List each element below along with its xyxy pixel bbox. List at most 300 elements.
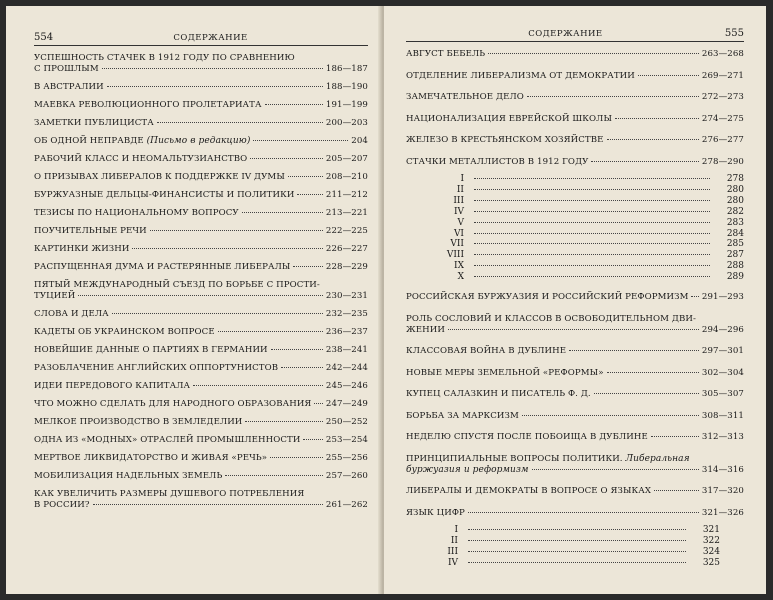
toc-entry-pages: 278—290 xyxy=(701,156,744,167)
subsection-row xyxy=(406,185,744,196)
toc-entry-title xyxy=(34,262,290,273)
toc-entry-row xyxy=(406,389,744,400)
toc-entry-row xyxy=(34,500,368,511)
toc-entry-pages: 211—212 xyxy=(325,190,368,200)
subsection-number: VII xyxy=(450,239,464,250)
subsection-row xyxy=(406,558,744,569)
toc-entry-row xyxy=(406,368,744,379)
toc-entry-row xyxy=(34,190,368,201)
toc-entry-pages: 213—221 xyxy=(325,208,368,218)
subsection-row xyxy=(406,536,744,547)
subsection-row xyxy=(406,261,744,272)
toc-entry-row xyxy=(406,508,744,519)
dot-leader xyxy=(607,139,699,140)
dot-leader xyxy=(468,529,686,530)
toc-entry-title xyxy=(406,508,465,519)
toc-entry-title-text: ОТДЕЛЕНИЕ ЛИБЕРАЛИЗМА ОТ ДЕМОКРАТИИ xyxy=(406,70,635,81)
subsection-number: X xyxy=(457,272,464,283)
toc-entry xyxy=(34,309,368,320)
toc-entry-title xyxy=(34,417,242,428)
toc-entry-title xyxy=(34,309,109,320)
toc-entry-title-part: КАК УВЕЛИЧИТЬ РАЗМЕРЫ ДУШЕВОГО ПОТРЕБЛЕНИЯ xyxy=(34,489,305,499)
toc-entry-pages: 232—235 xyxy=(325,309,368,319)
toc-entry-title xyxy=(406,389,591,400)
toc-entry-pages: 269—271 xyxy=(701,70,744,81)
toc-entry-title-text: МЕЛКОЕ ПРОИЗВОДСТВО В ЗЕМЛЕДЕЛИИ xyxy=(34,417,243,427)
page-number: 555 xyxy=(724,28,744,39)
toc-entry-row xyxy=(406,135,744,146)
toc-entry-title-text: РАЗОБЛАЧЕНИЕ АНГЛИЙСКИХ ОППОРТУНИСТОВ xyxy=(34,363,279,373)
subsection-number: IV xyxy=(447,557,458,568)
number-sections xyxy=(406,525,744,569)
toc-entry-title xyxy=(406,368,604,379)
toc-entry-pages: 253—254 xyxy=(325,435,368,445)
subsection-page: 325 xyxy=(702,557,720,568)
subsection-row xyxy=(406,174,744,185)
toc-entry-row xyxy=(34,417,368,428)
dot-leader xyxy=(193,385,323,386)
dot-leader xyxy=(474,211,710,212)
toc-entry-row xyxy=(34,435,368,446)
toc-entry-title-text: КАРТИНКИ ЖИЗНИ xyxy=(34,244,130,254)
subsection-page: 285 xyxy=(726,239,744,250)
subsection-page: 280 xyxy=(726,195,744,206)
toc-entry-title-text: РАСПУЩЕННАЯ ДУМА И РАСТЕРЯННЫЕ ЛИБЕРАЛЫ xyxy=(34,262,291,272)
dot-leader xyxy=(468,512,699,513)
subsection-row xyxy=(406,218,744,229)
toc-entry-row xyxy=(406,71,744,82)
toc-entry-pages: 263—268 xyxy=(701,49,744,59)
toc-entry xyxy=(34,381,368,392)
dot-leader xyxy=(288,176,323,177)
dot-leader xyxy=(102,68,323,69)
dot-leader xyxy=(245,421,322,422)
dot-leader xyxy=(607,372,699,373)
toc-entry xyxy=(34,208,368,219)
toc-entry-title xyxy=(406,346,566,357)
dot-leader xyxy=(615,118,699,119)
toc-entry-title xyxy=(34,226,147,237)
toc-entry-title xyxy=(406,465,529,476)
toc-entry xyxy=(34,363,368,374)
toc-entry-pages: 255—256 xyxy=(325,453,368,463)
toc-entry-row xyxy=(406,49,744,60)
dot-leader xyxy=(488,53,699,54)
toc-entry xyxy=(34,154,368,165)
toc-entry-row xyxy=(34,226,368,237)
dot-leader xyxy=(594,393,699,394)
subsection-page: 321 xyxy=(702,525,720,536)
toc-entry xyxy=(406,346,744,357)
toc-entry-pages: 236—237 xyxy=(325,327,368,337)
subsection-page: 324 xyxy=(702,546,720,557)
toc-entry-row xyxy=(34,345,368,356)
toc-entry-pages: 314—316 xyxy=(701,464,744,475)
dot-leader xyxy=(132,248,322,249)
toc-entry-pages: 200—203 xyxy=(325,118,368,128)
toc-entry-pages: 222—225 xyxy=(325,226,368,236)
subsection-row xyxy=(406,525,744,536)
toc-entry-title xyxy=(34,381,190,392)
subsection-number: II xyxy=(450,535,458,546)
toc-entry xyxy=(34,399,368,410)
toc-entry-title xyxy=(406,325,445,336)
dot-leader xyxy=(150,230,323,231)
toc-entry-pages: 321—326 xyxy=(701,507,744,518)
right-page-header xyxy=(406,28,744,42)
toc-entry xyxy=(406,49,744,60)
toc-entry-title-text: БУРЖУАЗНЫЕ ДЕЛЬЦЫ-ФИНАНСИСТЫ И ПОЛИТИКИ xyxy=(34,190,295,200)
toc-entry-title xyxy=(406,157,588,168)
dot-leader xyxy=(107,86,323,87)
toc-entry-pages: 188—190 xyxy=(325,82,368,92)
toc-entry-title-text: ОБ ОДНОЙ НЕПРАВДЕ xyxy=(34,136,144,146)
toc-entry-row xyxy=(34,154,368,165)
toc-entry-pages: 272—273 xyxy=(701,92,744,102)
dot-leader xyxy=(270,457,323,458)
subsection-page: 280 xyxy=(726,184,744,195)
toc-entry-row xyxy=(34,208,368,219)
dot-leader xyxy=(271,349,323,350)
toc-entry-pages: 317—320 xyxy=(701,486,744,497)
toc-entry-title-text: СЛОВА И ДЕЛА xyxy=(34,309,109,319)
subsection-row xyxy=(406,229,744,240)
dot-leader xyxy=(448,329,699,330)
dot-leader xyxy=(591,161,698,162)
toc-entry-title xyxy=(34,82,104,93)
toc-entry-pages: 257—260 xyxy=(325,471,368,481)
dot-leader xyxy=(474,178,710,179)
toc-entry-pages: 250—252 xyxy=(325,417,368,427)
toc-entry-pages: 312—313 xyxy=(701,432,744,443)
toc-entry-row xyxy=(34,262,368,273)
toc-entry-title-text: ЖЕЛЕЗО В КРЕСТЬЯНСКОМ ХОЗЯЙСТВЕ xyxy=(406,135,604,145)
toc-entry-row xyxy=(406,432,744,443)
toc-entry xyxy=(34,118,368,129)
subsection-number: IV xyxy=(453,206,464,217)
toc-entry-title xyxy=(34,118,154,129)
toc-entry-title-text: НЕДЕЛЮ СПУСТЯ ПОСЛЕ ПОБОИЩА В ДУБЛИНЕ xyxy=(406,432,648,443)
toc-entry-title-text: ЗАМЕТКИ ПУБЛИЦИСТА xyxy=(34,118,154,128)
toc-entry-title-text: В АВСТРАЛИИ xyxy=(34,82,104,92)
toc-entry-title-text: СТАЧКИ МЕТАЛЛИСТОВ В 1912 ГОДУ xyxy=(406,156,589,167)
dot-leader xyxy=(468,551,686,552)
right-toc-list-2 xyxy=(406,292,744,519)
toc-entry xyxy=(406,292,744,303)
toc-entry xyxy=(406,157,744,168)
toc-entry-title xyxy=(34,190,294,201)
toc-entry-title-text: МЕРТВОЕ ЛИКВИДАТОРСТВО И ЖИВАЯ «РЕЧЬ» xyxy=(34,453,268,463)
toc-entry-title-line1 xyxy=(34,489,368,500)
dot-leader xyxy=(281,367,323,368)
toc-entry-title xyxy=(34,471,222,482)
toc-entry-title-text: БОРЬБА ЗА МАРКСИЗМ xyxy=(406,410,519,421)
subsection-row xyxy=(406,272,744,283)
toc-entry-row xyxy=(34,244,368,255)
dot-leader xyxy=(474,233,710,234)
toc-entry-title xyxy=(34,327,215,338)
toc-entry xyxy=(34,262,368,273)
toc-entry-row xyxy=(406,486,744,497)
dot-leader xyxy=(474,189,710,190)
subsection-number: I xyxy=(454,525,458,536)
subsection-number: I xyxy=(460,174,464,184)
toc-entry-title-text: С ПРОШЛЫМ xyxy=(34,64,99,74)
toc-entry-title xyxy=(34,154,247,165)
toc-entry xyxy=(406,486,744,497)
toc-entry-pages: 228—229 xyxy=(325,262,368,272)
toc-entry-row xyxy=(34,172,368,183)
toc-entry-title xyxy=(34,291,75,302)
dot-leader xyxy=(654,490,699,491)
toc-entry-row xyxy=(34,64,368,75)
subsection-row xyxy=(406,196,744,207)
toc-entry xyxy=(406,454,744,476)
toc-entry-note: (Письмо в редакцию) xyxy=(146,136,251,146)
toc-entry-pages: 261—262 xyxy=(325,500,368,510)
toc-entry-title-text: КАДЕТЫ ОБ УКРАИНСКОМ ВОПРОСЕ xyxy=(34,327,215,337)
dot-leader xyxy=(303,439,322,440)
toc-entry-pages: 205—207 xyxy=(325,154,368,164)
subsection-page: 288 xyxy=(726,261,744,272)
subsection-page: 284 xyxy=(726,228,744,239)
toc-entry-title xyxy=(34,500,90,511)
toc-entry-title xyxy=(406,135,604,146)
toc-entry xyxy=(34,327,368,338)
dot-leader xyxy=(468,540,686,541)
left-toc-list xyxy=(34,53,368,511)
toc-entry-title-text: ПОУЧИТЕЛЬНЫЕ РЕЧИ xyxy=(34,226,147,236)
toc-entry-title xyxy=(34,453,267,464)
toc-entry-title-text: ОДНА ИЗ «МОДНЫХ» ОТРАСЛЕЙ ПРОМЫШЛЕННОСТИ xyxy=(34,435,301,445)
subsection-page: 282 xyxy=(726,206,744,217)
toc-entry xyxy=(34,136,368,147)
toc-entry-row xyxy=(34,399,368,410)
toc-entry-pages: 245—246 xyxy=(325,381,368,391)
toc-entry-title xyxy=(34,208,239,219)
toc-entry-row xyxy=(406,92,744,103)
toc-entry-title-text: МОБИЛИЗАЦИЯ НАДЕЛЬНЫХ ЗЕМЕЛЬ xyxy=(34,471,223,481)
right-page xyxy=(384,6,766,594)
toc-entry-title xyxy=(406,432,648,443)
toc-entry xyxy=(34,489,368,511)
toc-entry xyxy=(34,82,368,93)
toc-entry xyxy=(34,471,368,482)
toc-entry xyxy=(406,432,744,443)
subsection-page: 278 xyxy=(726,174,744,184)
toc-entry xyxy=(406,389,744,400)
subsection-page: 287 xyxy=(726,250,744,261)
dot-leader xyxy=(651,436,699,437)
toc-entry-title xyxy=(34,399,311,410)
toc-entry-title-text: ТЕЗИСЫ ПО НАЦИОНАЛЬНОМУ ВОПРОСУ xyxy=(34,208,239,218)
toc-entry-pages: 186—187 xyxy=(325,64,368,74)
dot-leader xyxy=(293,266,322,267)
subsection-row xyxy=(406,250,744,261)
dot-leader xyxy=(225,475,323,476)
subsection-number: VI xyxy=(453,228,464,239)
toc-entry xyxy=(406,508,744,519)
toc-entry-title xyxy=(406,92,524,103)
toc-entry-row xyxy=(34,291,368,302)
toc-entry-title-part: УСПЕШНОСТЬ СТАЧЕК В 1912 ГОДУ ПО СРАВНЕНИЮ xyxy=(34,53,295,63)
toc-entry-pages: 230—231 xyxy=(325,291,368,301)
running-header: СОДЕРЖАНИЕ xyxy=(528,29,603,39)
strike-sections xyxy=(406,174,744,283)
dot-leader xyxy=(253,140,348,141)
toc-entry-row xyxy=(34,136,368,147)
toc-entry-title-part: ПРИНЦИПИАЛЬНЫЕ ВОПРОСЫ ПОЛИТИКИ. xyxy=(406,453,623,464)
subsection-row xyxy=(406,547,744,558)
toc-entry-title xyxy=(34,172,285,183)
dot-leader xyxy=(474,200,710,201)
toc-entry-title xyxy=(34,64,99,75)
toc-entry-row xyxy=(406,157,744,168)
dot-leader xyxy=(78,295,323,296)
toc-entry xyxy=(406,114,744,125)
toc-entry-title xyxy=(406,486,651,497)
toc-entry-title-line1 xyxy=(34,280,368,291)
toc-entry-row xyxy=(34,82,368,93)
toc-entry-row xyxy=(34,100,368,111)
toc-entry-pages: 274—275 xyxy=(701,113,744,124)
toc-entry-pages: 204 xyxy=(351,136,368,146)
toc-entry-row xyxy=(406,465,744,476)
toc-entry-pages: 302—304 xyxy=(701,367,744,378)
toc-entry-pages: 242—244 xyxy=(325,363,368,373)
toc-entry-title xyxy=(34,435,300,446)
toc-entry xyxy=(406,71,744,82)
toc-entry xyxy=(34,53,368,75)
dot-leader xyxy=(638,75,699,76)
dot-leader xyxy=(242,212,323,213)
dot-leader xyxy=(569,350,699,351)
toc-entry xyxy=(406,314,744,336)
toc-entry xyxy=(34,172,368,183)
toc-entry-title-text: ИДЕИ ПЕРЕДОВОГО КАПИТАЛА xyxy=(34,381,191,391)
right-toc-list xyxy=(406,49,744,168)
toc-entry-title xyxy=(34,136,250,147)
toc-entry-title-text: ТУЦИЕЙ xyxy=(34,291,76,301)
toc-entry-row xyxy=(34,471,368,482)
toc-entry-row xyxy=(34,118,368,129)
dot-leader xyxy=(250,158,323,159)
toc-entry-note: буржуазия и реформизм xyxy=(406,464,529,475)
toc-entry-row xyxy=(34,327,368,338)
toc-entry-title xyxy=(406,71,635,82)
toc-entry-title-text: В РОССИИ? xyxy=(34,500,90,510)
dot-leader xyxy=(474,276,710,277)
toc-entry-row xyxy=(406,292,744,303)
toc-entry xyxy=(34,244,368,255)
toc-entry-title xyxy=(34,363,278,374)
toc-entry-row xyxy=(34,453,368,464)
toc-entry-title-text: АВГУСТ БЕБЕЛЬ xyxy=(406,49,486,59)
toc-entry-title xyxy=(406,49,485,60)
dot-leader xyxy=(532,469,699,470)
toc-entry-title-text: РОССИЙСКАЯ БУРЖУАЗИЯ И РОССИЙСКИЙ РЕФОРМИЗМ xyxy=(406,292,689,303)
toc-entry xyxy=(34,280,368,302)
subsection-number: II xyxy=(456,184,464,195)
subsection-number: III xyxy=(453,195,464,206)
toc-entry-title xyxy=(34,100,262,111)
toc-entry-title-part: ПЯТЫЙ МЕЖДУНАРОДНЫЙ СЪЕЗД ПО БОРЬБЕ С ПРОСТИ- xyxy=(34,280,320,290)
subsection-number: IX xyxy=(454,261,464,272)
toc-entry-title xyxy=(34,244,129,255)
toc-entry-title-line1 xyxy=(406,314,744,325)
toc-entry-pages: 305—307 xyxy=(701,389,744,400)
toc-entry-title xyxy=(406,411,519,422)
subsection-row xyxy=(406,207,744,218)
dot-leader xyxy=(93,504,323,505)
dot-leader xyxy=(297,194,322,195)
toc-entry-pages: 276—277 xyxy=(701,135,744,145)
dot-leader xyxy=(218,331,323,332)
dot-leader xyxy=(691,296,698,297)
toc-entry-pages: 297—301 xyxy=(701,346,744,357)
toc-entry-title xyxy=(406,292,688,303)
toc-entry-title-text: ЛИБЕРАЛЫ И ДЕМОКРАТЫ В ВОПРОСЕ О ЯЗЫКАХ xyxy=(406,486,652,497)
toc-entry xyxy=(34,453,368,464)
toc-entry-title-text: РАБОЧИЙ КЛАСС И НЕОМАЛЬТУЗИАНСТВО xyxy=(34,154,248,164)
dot-leader xyxy=(474,222,710,223)
toc-entry-title-text: КЛАССОВАЯ ВОЙНА В ДУБЛИНЕ xyxy=(406,346,567,357)
running-header: СОДЕРЖАНИЕ xyxy=(173,33,248,43)
dot-leader xyxy=(157,122,323,123)
toc-entry-title-line1 xyxy=(406,454,744,465)
toc-entry xyxy=(406,368,744,379)
toc-entry-title-text: ЗАМЕЧАТЕЛЬНОЕ ДЕЛО xyxy=(406,92,524,102)
dot-leader xyxy=(474,243,710,244)
toc-entry-title-text: НАЦИОНАЛИЗАЦИЯ ЕВРЕЙСКОЙ ШКОЛЫ xyxy=(406,113,612,124)
toc-entry-note: Либеральная xyxy=(625,453,690,464)
toc-entry xyxy=(34,435,368,446)
toc-entry-row xyxy=(406,325,744,336)
subsection-page: 289 xyxy=(726,272,744,283)
toc-entry-pages: 308—311 xyxy=(701,410,744,421)
toc-entry-row xyxy=(406,346,744,357)
toc-entry xyxy=(34,417,368,428)
dot-leader xyxy=(474,265,710,266)
toc-entry-row xyxy=(34,363,368,374)
toc-entry xyxy=(34,100,368,111)
page-number: 554 xyxy=(34,32,54,43)
toc-entry xyxy=(34,345,368,356)
subsection-page: 283 xyxy=(726,217,744,228)
toc-entry-title-text: МАЕВКА РЕВОЛЮЦИОННОГО ПРОЛЕТАРИАТА xyxy=(34,100,262,110)
toc-entry-row xyxy=(406,114,744,125)
toc-entry-row xyxy=(34,381,368,392)
toc-entry-pages: 191—199 xyxy=(325,100,368,110)
toc-entry-title-text: ЧТО МОЖНО СДЕЛАТЬ ДЛЯ НАРОДНОГО ОБРАЗОВАНИЯ xyxy=(34,399,312,409)
subsection-page: 322 xyxy=(702,535,720,546)
toc-entry-pages: 291—293 xyxy=(701,292,744,303)
toc-entry-pages: 238—241 xyxy=(325,345,368,355)
dot-leader xyxy=(468,562,686,563)
toc-entry xyxy=(34,190,368,201)
dot-leader xyxy=(522,415,699,416)
toc-entry-pages: 247—249 xyxy=(325,399,368,409)
toc-entry xyxy=(406,92,744,103)
dot-leader xyxy=(112,313,323,314)
toc-entry-title-text: ЖЕНИИ xyxy=(406,324,445,335)
toc-entry-title-text: НОВЕЙШИЕ ДАННЫЕ О ПАРТИЯХ В ГЕРМАНИИ xyxy=(34,345,268,355)
subsection-row xyxy=(406,239,744,250)
toc-entry-title xyxy=(406,114,612,125)
subsection-number: V xyxy=(457,217,464,228)
subsection-number: III xyxy=(447,546,458,557)
toc-entry-title-text: НОВЫЕ МЕРЫ ЗЕМЕЛЬНОЙ «РЕФОРМЫ» xyxy=(406,367,604,378)
